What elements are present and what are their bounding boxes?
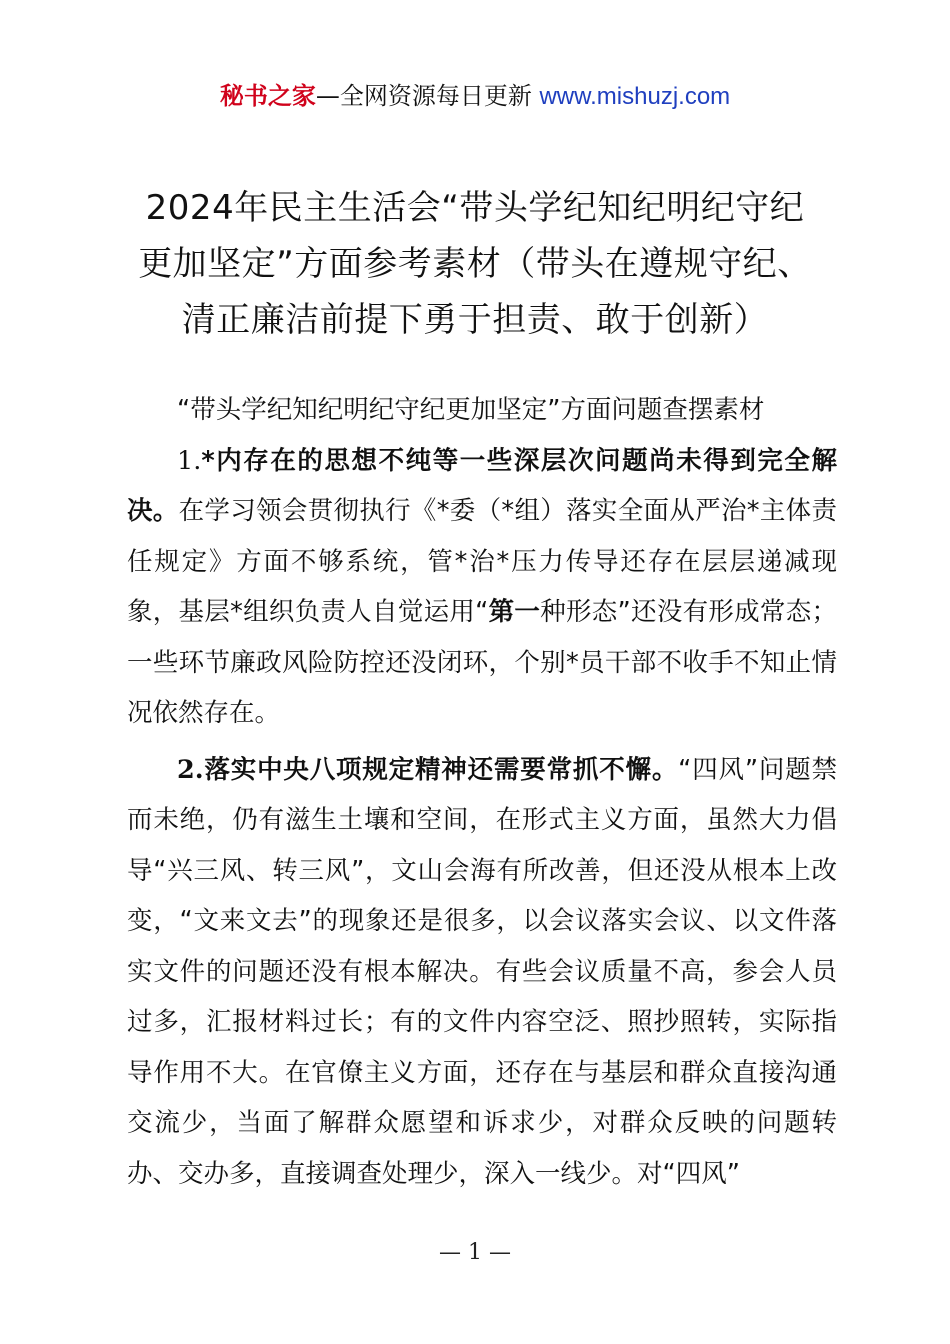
page-number: — 1 —: [439, 1240, 511, 1265]
paragraph-text: “四风”问题禁而未绝，仍有滋生土壤和空间，在形式主义方面，虽然大力倡导“兴三风、转三风”，文山会海有所改善，但还没从根本上改变，“文来文去”的现象还是很多，以会议落实会议、以文件落实文件的问题还没有根本解决。有些会议质量不高，参会人员过多，汇报材料过长；有的文件内容空泛、照抄照转，实际指导作用不大。在官僚主义方面，还存在与基层和群众直接沟通交流少，当面了解群众愿望和诉求少，对群众反映的问题转办、交办多，直接调查处理少，深入一线少。对“四风”: [127, 754, 837, 1189]
paragraph-text: 在学习领会贯彻执行《*委（*组）落实全面从严治*主体责任规定》方面不够系统，管*治*压力传导还存在层层递减现象，基层*组织负责人自觉运用“: [127, 496, 837, 627]
paragraph-1: [127, 436, 837, 739]
site-url-link[interactable]: www.mishuzj.com: [539, 83, 731, 110]
banner-tagline: —全网资源每日更新: [315, 82, 540, 110]
paragraph-number: 2.: [177, 754, 204, 785]
paragraph-emphasis: 第一: [488, 597, 541, 627]
paragraph-2: [127, 745, 837, 1200]
paragraph-text: 种形态”还没有形成常态；一些环节廉政风险防控还没闭环，个别*员干部不收手不知止情况依然存在。: [127, 597, 837, 728]
paragraph-lead: 落实中央八项规定精神还需要常抓不懈。: [203, 754, 679, 785]
paragraph-number: 1.: [177, 445, 202, 476]
title-line-2: 更加坚定”方面参考素材（带头在遵规守纪、: [138, 244, 812, 284]
document-title: [110, 180, 840, 348]
brand-name: 秘书之家: [219, 82, 316, 110]
paragraph-lead: *内存在的思想不纯等一些深层次问题尚未得到完全解决。: [127, 445, 837, 526]
section-subtitle: “带头学纪知纪明纪守纪更加坚定”方面问题查摆素材: [177, 395, 765, 425]
title-line-3: 清正廉洁前提下勇于担责、敢于创新）: [181, 300, 769, 340]
document-body: [127, 385, 837, 1199]
title-line-1: 2024年民主生活会“带头学纪知纪明纪守纪: [145, 188, 805, 228]
site-banner: [0, 80, 950, 113]
